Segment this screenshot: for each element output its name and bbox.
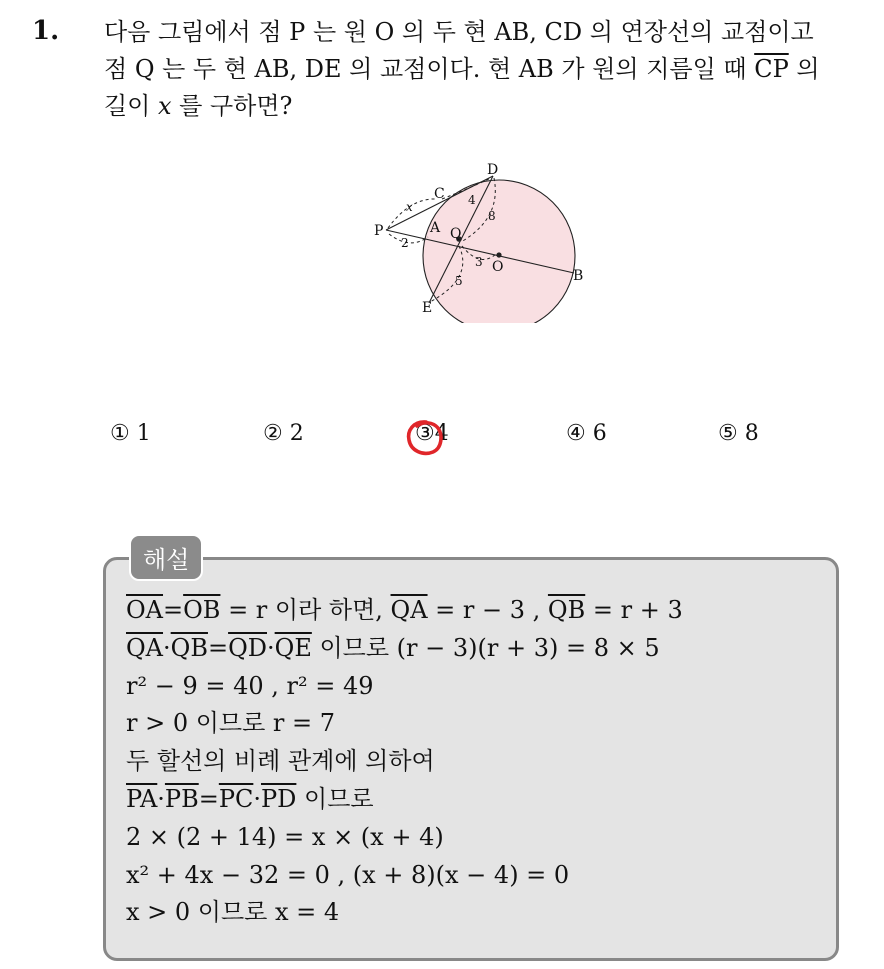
question-line-2 [104, 51, 874, 88]
label-d: D [487, 162, 499, 178]
point-o [496, 252, 501, 257]
label-8: 8 [488, 209, 496, 223]
seg-ob: $\overline{OB}$ [183, 596, 221, 624]
label-q: Q [450, 226, 462, 242]
question-line-3-text: 길이 [104, 92, 158, 120]
label-e: E [422, 300, 433, 316]
solution-tag: 해설 [129, 534, 203, 581]
question-line-3-end: 를 구하면? [171, 92, 293, 120]
sol-l6-text: 이므로 [296, 784, 374, 813]
seg-pc: $\overline{PC}$ [218, 784, 254, 813]
answer-choices [108, 421, 868, 455]
solution-lines [126, 592, 683, 932]
label-3: 3 [475, 255, 483, 269]
label-2: 2 [401, 236, 409, 250]
seg-oa: $\overline{OA}$ [126, 596, 164, 624]
solution-line-4: r > 0 이므로 r = 7 [126, 709, 336, 738]
circle-o [423, 180, 575, 323]
choice-5-value: 8 [744, 421, 759, 446]
sol-l6-eq: = [198, 784, 219, 813]
choice-1-value: 1 [136, 421, 151, 446]
question-text [104, 14, 874, 125]
seg-qd: $\overline{QD}$ [228, 633, 267, 662]
circle-diagram [362, 158, 592, 323]
solution-line-9: x > 0 이므로 x = 4 [126, 898, 340, 927]
label-4: 4 [468, 193, 476, 207]
seg-qe: $\overline{QE}$ [274, 633, 312, 662]
solution-line-2 [126, 630, 683, 668]
choice-2-mark: ② [263, 421, 283, 446]
seg-qb: $\overline{QB}$ [547, 596, 586, 624]
sol-l2-eq: = [207, 633, 229, 662]
solution-line-3: r² − 9 = 40 , r² = 49 [126, 671, 374, 700]
choice-4-value: 6 [592, 421, 607, 446]
choice-1[interactable] [110, 421, 151, 446]
seg-pb: $\overline{PB}$ [164, 784, 199, 813]
choice-2-value: 2 [289, 421, 304, 446]
solution-line-8: x² + 4x − 32 = 0 , (x + 8)(x − 4) = 0 [126, 860, 570, 889]
sol-l6-dot: · [157, 784, 165, 813]
label-x: x [406, 200, 413, 214]
question-line-2-end: 의 [788, 55, 820, 83]
choice-5[interactable] [718, 421, 759, 446]
solution-line-1 [126, 592, 683, 630]
choice-4[interactable] [566, 421, 607, 446]
solution-line-7: 2 × (2 + 14) = x × (x + 4) [126, 822, 444, 851]
question-number: 1. [32, 16, 60, 46]
segment-cp: $\overline{CP}$ [754, 55, 789, 83]
solution-line-6 [126, 781, 683, 819]
seg-qb-2: $\overline{QB}$ [170, 633, 208, 662]
label-5: 5 [455, 274, 463, 288]
question-line-1: 다음 그림에서 점 P 는 원 O 의 두 현 AB, CD 의 연장선의 교점이고 [104, 18, 814, 46]
sol-l2-dot2: · [267, 633, 275, 662]
sol-l1-text2: = r − 3 , [427, 596, 548, 624]
choice-4-mark: ④ [566, 421, 586, 446]
label-p: P [374, 223, 384, 239]
label-c: C [434, 186, 445, 202]
seg-qa: $\overline{QA}$ [390, 596, 428, 624]
choice-1-mark: ① [110, 421, 130, 446]
sol-l6-dot2: · [253, 784, 261, 813]
sol-l1-text: = r 이라 하면, [220, 596, 391, 624]
variable-x: x [158, 92, 172, 120]
label-o: O [492, 259, 504, 275]
sol-l1-eq: = [163, 596, 184, 624]
solution-line-5: 두 할선의 비례 관계에 의하여 [126, 747, 435, 776]
question-line-3 [104, 88, 874, 125]
answer-circle-mark [405, 418, 445, 458]
seg-pd: $\overline{PD}$ [260, 784, 297, 813]
choice-5-mark: ⑤ [718, 421, 738, 446]
seg-qa-2: $\overline{QA}$ [126, 633, 164, 662]
question-line-2-text: 점 Q 는 두 현 AB, DE 의 교점이다. 현 AB 가 원의 지름일 때 [104, 55, 755, 83]
sol-l1-text3: = r + 3 [585, 596, 683, 624]
choice-2[interactable] [263, 421, 304, 446]
sol-l2-text: 이므로 (r − 3)(r + 3) = 8 × 5 [311, 633, 660, 662]
label-b: B [573, 268, 584, 284]
choice-3-mark: ③ [415, 421, 435, 446]
seg-pa: $\overline{PA}$ [126, 784, 158, 813]
sol-l2-dot: · [163, 633, 171, 662]
choice-3-value: 4 [434, 421, 449, 446]
label-a: A [430, 220, 441, 236]
